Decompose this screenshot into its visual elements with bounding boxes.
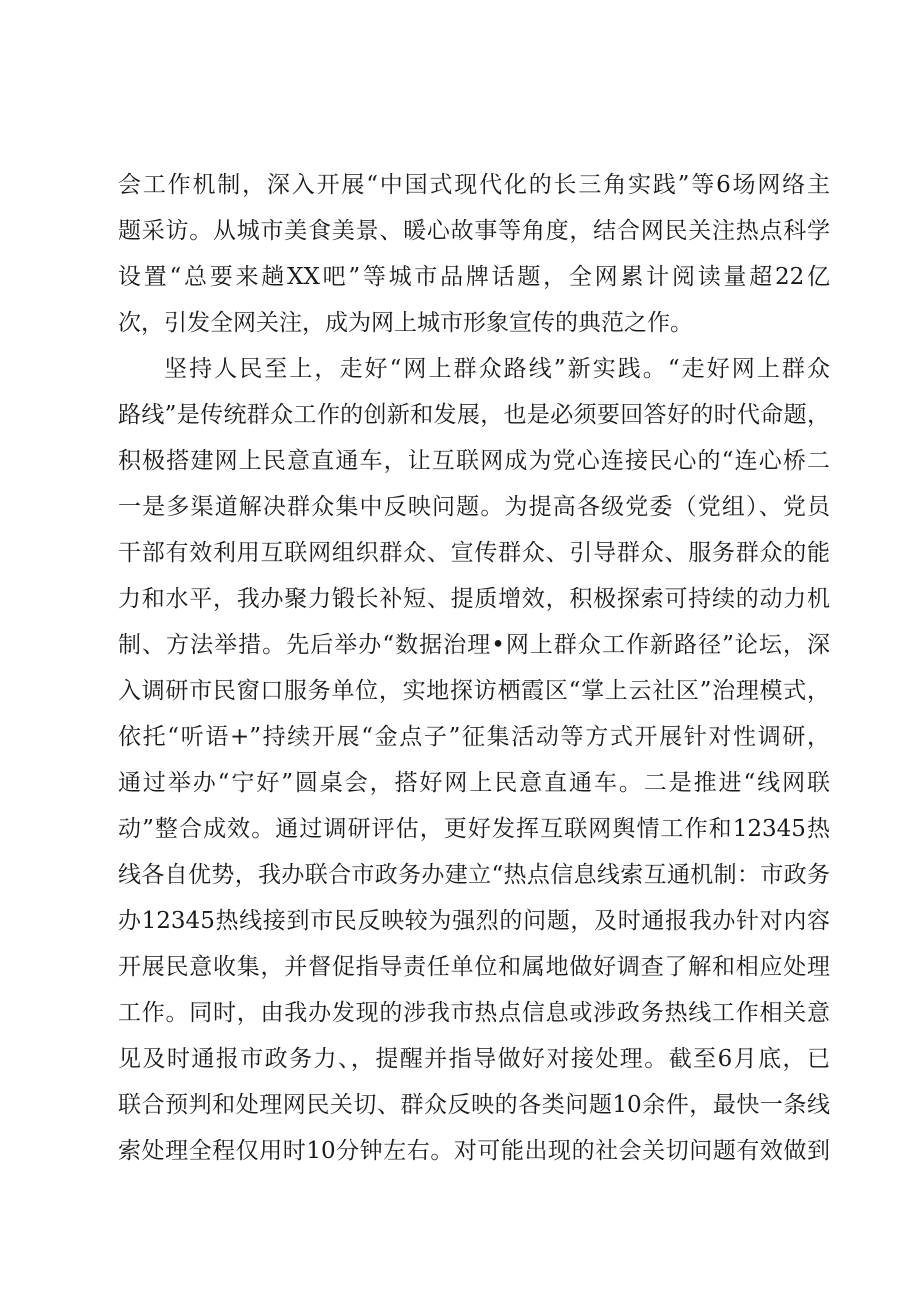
text-line-14: 通过举办“宁好”圆桌会，搭好网上民意直通车。二是推进“线网联 xyxy=(118,770,830,796)
text-line-19: 工作。同时，由我办发现的涉我市热点信息或涉政务热线工作相关意 xyxy=(118,1000,830,1026)
text-line-3: 设置“总要来趟XX吧”等城市品牌话题，全网累计阅读量超22亿 xyxy=(118,264,830,290)
text-line-21: 联合预判和处理网民关切、群众反映的各类问题10余件，最快一条线 xyxy=(118,1092,830,1118)
text-line-1: 会工作机制，深入开展“中国式现代化的长三角实践”等6场网络主 xyxy=(118,172,830,198)
text-line-8: 一是多渠道解决群众集中反映问题。为提高各级党委（党组）、党员 xyxy=(118,494,830,520)
text-line-6: 路线”是传统群众工作的创新和发展，也是必须要回答好的时代命题， xyxy=(118,402,830,428)
text-line-9: 干部有效利用互联网组织群众、宣传群众、引导群众、服务群众的能 xyxy=(118,540,830,566)
text-line-2: 题采访。从城市美食美景、暖心故事等角度，结合网民关注热点科学 xyxy=(118,218,830,244)
text-line-4: 次，引发全网关注，成为网上城市形象宣传的典范之作。 xyxy=(118,310,693,336)
text-line-12: 入调研市民窗口服务单位，实地探访栖霞区“掌上云社区”治理模式， xyxy=(118,678,830,704)
text-line-11: 制、方法举措。先后举办“数据治理•网上群众工作新路径”论坛，深 xyxy=(118,632,830,658)
body-text xyxy=(118,162,830,1174)
text-line-15: 动”整合成效。通过调研评估，更好发挥互联网舆情工作和12345热 xyxy=(118,816,830,842)
text-line-7: 积极搭建网上民意直通车，让互联网成为党心连接民心的“连心桥二 xyxy=(118,448,830,474)
text-line-22: 索处理全程仅用时10分钟左右。对可能出现的社会关切问题有效做到 xyxy=(118,1138,830,1164)
text-line-17: 办12345热线接到市民反映较为强烈的问题，及时通报我办针对内容 xyxy=(118,908,830,934)
text-line-18: 开展民意收集，并督促指导责任单位和属地做好调查了解和相应处理 xyxy=(118,954,830,980)
text-line-13: 依托“听语+”持续开展“金点子”征集活动等方式开展针对性调研， xyxy=(118,724,830,750)
text-line-10: 力和水平，我办聚力锻长补短、提质增效，积极探索可持续的动力机 xyxy=(118,586,830,612)
text-line-16: 线各自优势，我办联合市政务办建立“热点信息线索互通机制：市政务 xyxy=(118,862,830,888)
text-line-5: 坚持人民至上，走好“网上群众路线”新实践。“走好网上群众 xyxy=(164,356,830,382)
text-line-20: 见及时通报市政务力、，提醒并指导做好对接处理。截至6月底，已 xyxy=(118,1046,830,1072)
